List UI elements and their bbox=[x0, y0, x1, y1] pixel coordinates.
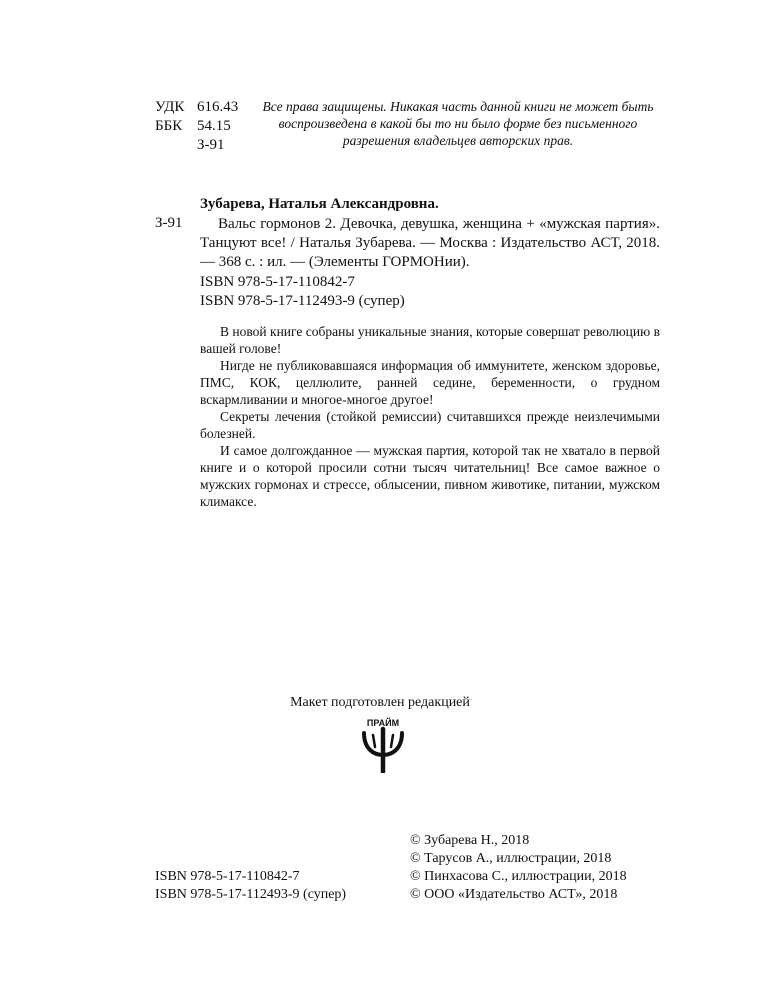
annotation-paragraph: И самое долгожданное — мужская партия, которой так не хватало в первой книге и о которой просили сотни тысяч читательниц! Все самое важное о мужских гормонах и стрессе, облысении, пивном животике, питании, мужском климаксе. bbox=[200, 443, 660, 509]
publisher-logo bbox=[360, 717, 406, 773]
bbk-row bbox=[155, 117, 231, 136]
rights-line: воспроизведена в какой бы то ни было форме без письменного bbox=[278, 116, 638, 131]
copyright-line: © Пинхасова С., иллюстрации, 2018 bbox=[410, 869, 627, 884]
bibliographic-description: Вальс гормонов 2. Девочка, девушка, женщина + «мужская партия». Танцуют все! / Наталья Зубарева. — Москва : Издательство АСТ, 2018. — 368 с. : ил. — (Элементы ГОРМОНии). bbox=[200, 216, 660, 270]
author-heading: Зубарева, Наталья Александровна. bbox=[200, 196, 439, 212]
publisher-logo-text: ПРАЙМ bbox=[366, 718, 400, 728]
author-code: З-91 bbox=[197, 137, 225, 153]
udk-label: УДК bbox=[155, 99, 185, 115]
udk-value: 616.43 bbox=[197, 99, 239, 115]
author-code-left: З-91 bbox=[155, 215, 183, 231]
annotation-paragraph: В новой книге собраны уникальные знания, которые совершат революцию в вашей голове! bbox=[200, 324, 660, 356]
maket-note: Макет подготовлен редакцией bbox=[290, 695, 470, 710]
copyright-line: © Тарусов А., иллюстрации, 2018 bbox=[410, 851, 612, 866]
rights-notice bbox=[258, 98, 658, 149]
udk-row bbox=[155, 98, 238, 117]
annotation-paragraph: Секреты лечения (стойкой ремиссии) считавшихся прежде неизлечимыми болезней. bbox=[200, 409, 660, 441]
rights-line: разрешения владельцев авторских прав. bbox=[342, 133, 574, 148]
copyright-line: © ООО «Издательство АСТ», 2018 bbox=[410, 887, 618, 902]
isbn-top-line: ISBN 978-5-17-110842-7 bbox=[200, 274, 355, 290]
isbn-bottom-line: ISBN 978-5-17-112493-9 (супер) bbox=[155, 887, 347, 902]
isbn-top-line: ISBN 978-5-17-112493-9 (супер) bbox=[200, 293, 405, 309]
annotation bbox=[200, 323, 660, 510]
isbn-bottom-line: ISBN 978-5-17-110842-7 bbox=[155, 869, 300, 884]
bbk-label: ББК bbox=[155, 118, 183, 134]
rights-line: Все права защищены. Никакая часть данной книги не может быть bbox=[262, 99, 654, 114]
annotation-paragraph: Нигде не публиковавшаяся информация об иммунитете, женском здоровье, ПМС, КОК, целлюлите, ранней седине, беременности, о грудном вскармливании и многое-многое другое! bbox=[200, 358, 660, 407]
bbk-value: 54.15 bbox=[197, 118, 231, 134]
copyright-line: © Зубарева Н., 2018 bbox=[410, 833, 530, 848]
